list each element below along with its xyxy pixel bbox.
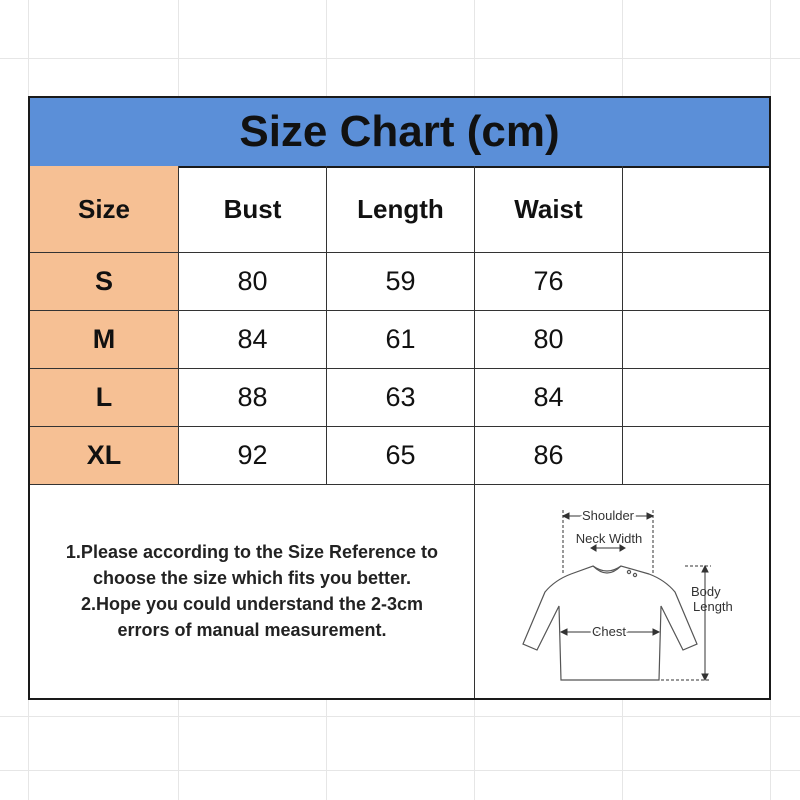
table-row (30, 427, 769, 485)
empty-cell (623, 253, 769, 310)
size-cell: XL (30, 427, 179, 484)
waist-cell: 84 (475, 369, 623, 426)
empty-cell (623, 427, 769, 484)
chest-label: Chest (592, 624, 626, 639)
length-cell: 59 (327, 253, 475, 310)
bust-cell: 88 (179, 369, 327, 426)
chart-title: Size Chart (cm) (30, 98, 769, 168)
waist-cell: 76 (475, 253, 623, 310)
size-cell: S (30, 253, 179, 310)
bust-cell: 92 (179, 427, 327, 484)
table-header-row (30, 166, 769, 253)
header-empty (623, 166, 769, 252)
empty-cell (623, 311, 769, 368)
length-cell: 65 (327, 427, 475, 484)
table-row (30, 311, 769, 369)
size-chart-table (28, 96, 771, 700)
length-cell: 61 (327, 311, 475, 368)
table-row (30, 253, 769, 311)
empty-cell (623, 369, 769, 426)
diagram-labels (475, 484, 769, 698)
bust-cell: 80 (179, 253, 327, 310)
notes-section (30, 484, 769, 698)
note-line: choose the size which fits you better. (92, 568, 412, 588)
header-waist: Waist (475, 166, 623, 252)
size-cell: L (30, 369, 179, 426)
size-cell: M (30, 311, 179, 368)
header-length: Length (327, 166, 475, 252)
garment-measurement-diagram (475, 484, 769, 698)
length-cell: 63 (327, 369, 475, 426)
note-line: 2.Hope you could understand the 2-3cm (80, 594, 424, 614)
bust-cell: 84 (179, 311, 327, 368)
note-line: 1.Please according to the Size Reference to (65, 542, 439, 562)
body-length-label-2: Length (693, 599, 733, 614)
note-line: errors of manual measurement. (117, 620, 387, 640)
size-notes (30, 484, 475, 698)
neck-width-label: Neck Width (575, 531, 643, 546)
header-bust: Bust (179, 166, 327, 252)
table-row (30, 369, 769, 427)
header-size: Size (30, 166, 179, 252)
waist-cell: 86 (475, 427, 623, 484)
shoulder-label: Shoulder (581, 508, 635, 523)
waist-cell: 80 (475, 311, 623, 368)
body-length-label: Body (691, 584, 721, 599)
